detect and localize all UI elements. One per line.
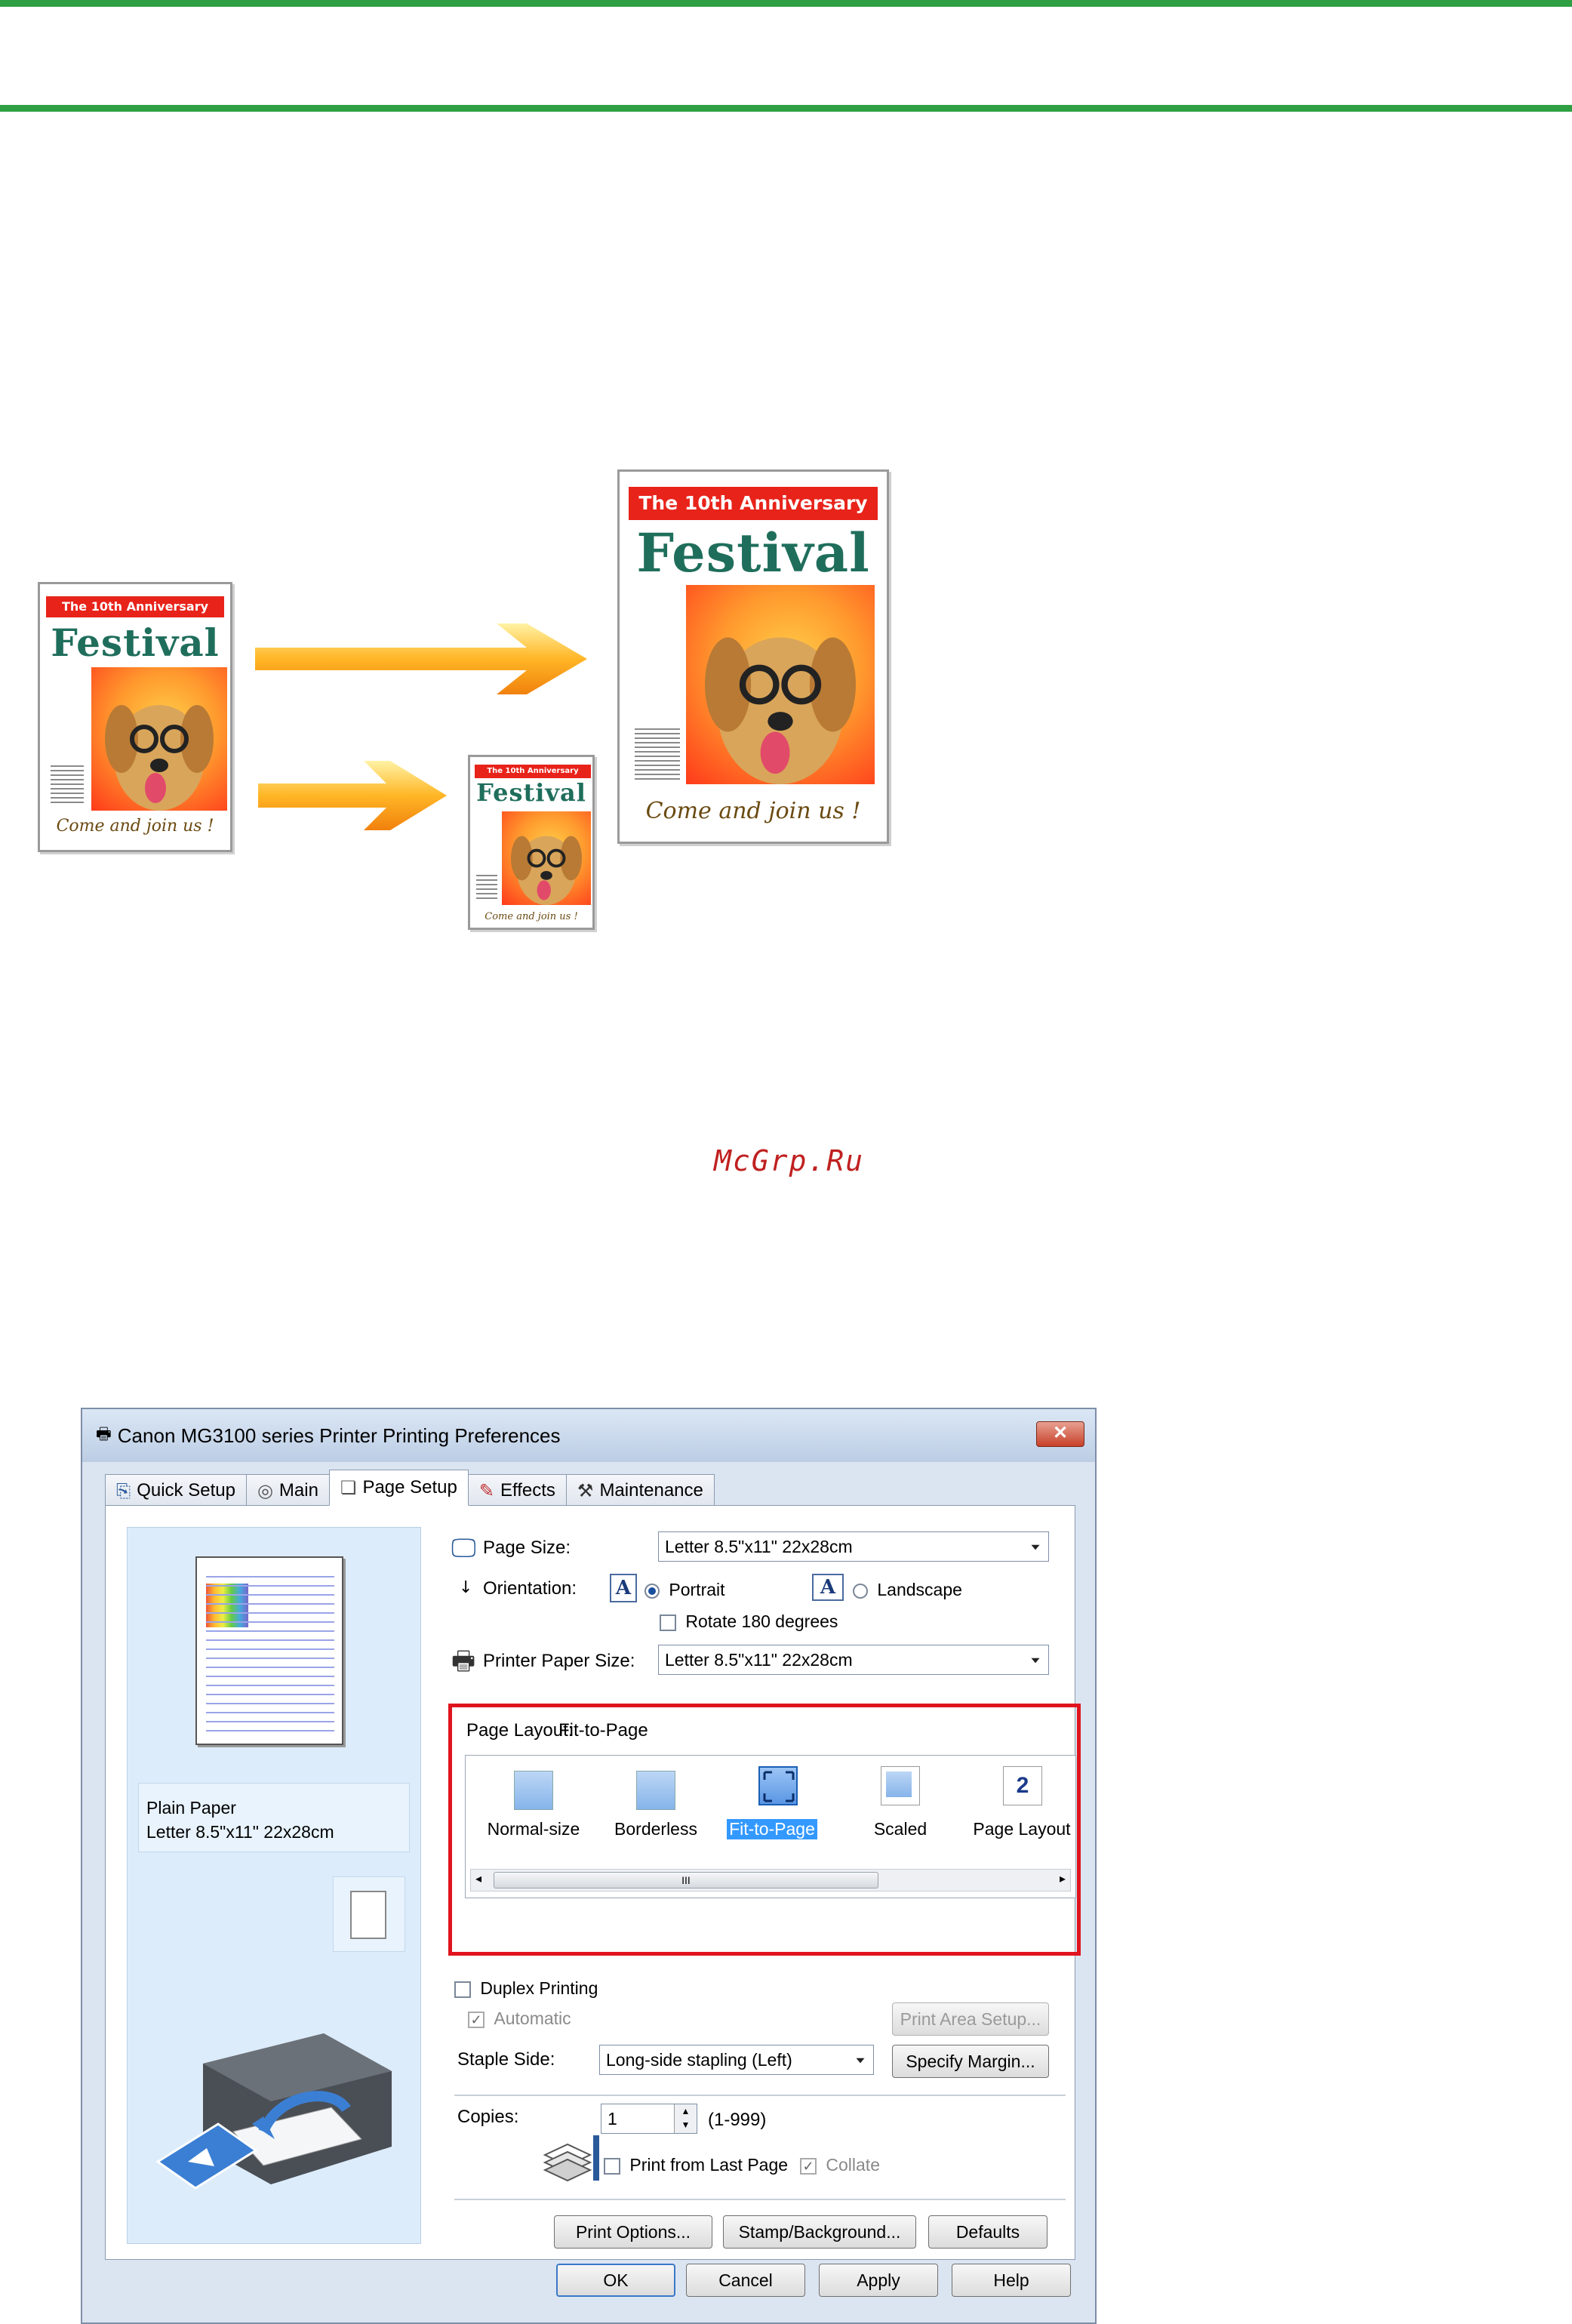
dog-photo (686, 585, 875, 784)
media-type: Plain Paper (146, 1798, 236, 1818)
layout-option-scaled[interactable]: Scaled (873, 1819, 928, 1839)
orientation-icon: ↓ (459, 1578, 473, 1597)
tab-label: Page Setup (362, 1477, 457, 1498)
poster-banner: The 10th Anniversary (475, 765, 591, 778)
text-lines (51, 765, 84, 803)
dialog-title: Canon MG3100 series Printer Printing Preferences (117, 1424, 561, 1447)
preview-lines (206, 1568, 334, 1731)
copies-stepper[interactable]: ▲ ▼ (674, 2104, 697, 2133)
poster-footer: Come and join us ! (645, 798, 861, 824)
cancel-button[interactable]: Cancel (686, 2264, 805, 2297)
landscape-label: Landscape (877, 1580, 962, 1599)
poster-banner: The 10th Anniversary (46, 596, 224, 617)
close-icon: ✕ (1052, 1423, 1069, 1443)
poster-title: Festival (476, 778, 586, 807)
arrow-reduce-icon (258, 755, 454, 838)
quick-setup-icon: ⎘ (116, 1479, 131, 1501)
tab-page-setup[interactable] (329, 1470, 469, 1506)
dog-icon (91, 667, 227, 811)
small-page-icon (350, 1891, 386, 1939)
effects-brush-icon: ✎ (478, 1479, 494, 1501)
printer-paper-size-value: Letter 8.5"x11" 22x28cm (665, 1649, 853, 1670)
page-layout-value: Fit-to-Page (558, 1720, 648, 1741)
copies-stack-icon (542, 2128, 602, 2188)
checkbox-indicator (454, 1981, 471, 1998)
tab-label: Quick Setup (137, 1479, 235, 1501)
scaled-icon[interactable] (881, 1766, 920, 1805)
page-size-icon: 🖵 (451, 1533, 476, 1563)
borderless-icon[interactable] (636, 1771, 675, 1810)
automatic-label: Automatic (494, 2008, 571, 2028)
poster-banner: The 10th Anniversary (629, 487, 878, 520)
printer-illustration-icon (150, 2018, 399, 2192)
poster-footer: Come and join us ! (485, 911, 578, 922)
tab-effects[interactable] (468, 1474, 567, 1506)
layout-scrollbar[interactable] (470, 1869, 1071, 1892)
automatic-checkbox[interactable] (468, 2008, 571, 2029)
page-layout-list (465, 1755, 1076, 1898)
copies-range: (1-999) (708, 2110, 767, 2130)
specify-margin-button[interactable]: Specify Margin... (892, 2045, 1049, 2078)
orientation-label: Orientation: (483, 1578, 577, 1599)
copies-label: Copies: (457, 2107, 519, 2127)
normal-size-icon[interactable] (514, 1771, 553, 1810)
ok-button[interactable]: OK (556, 2264, 675, 2297)
arrow-enlarge-icon (255, 617, 602, 700)
rotate-180-checkbox[interactable] (660, 1611, 838, 1632)
preview-pane (127, 1527, 421, 2244)
fit-arrows-icon (760, 1768, 798, 1805)
top-rule (0, 0, 1572, 7)
page-size-value: Letter 8.5"x11" 22x28cm (665, 1536, 853, 1556)
tab-bar (105, 1470, 714, 1506)
help-button[interactable]: Help (952, 2264, 1071, 2297)
maintenance-icon: ⚒ (577, 1479, 594, 1501)
scroll-thumb[interactable]: III (494, 1872, 878, 1888)
landscape-icon: A (812, 1574, 844, 1601)
page-layout-2up-icon[interactable]: 2 (1003, 1766, 1042, 1805)
paper-size-info: Letter 8.5"x11" 22x28cm (146, 1822, 334, 1842)
collate-checkbox[interactable] (800, 2155, 880, 2175)
duplex-printing-checkbox[interactable] (454, 1978, 598, 1999)
copies-value: 1 (608, 2108, 617, 2129)
printer-paper-icon: 🖶 (451, 1646, 476, 1676)
page-size-select[interactable] (658, 1531, 1049, 1562)
dog-photo (502, 811, 591, 905)
printer-paper-size-select[interactable] (658, 1645, 1049, 1675)
dog-photo (91, 667, 227, 811)
chevron-down-icon (1027, 1538, 1044, 1555)
staple-side-select[interactable] (599, 2045, 874, 2075)
radio-indicator (644, 1584, 660, 1599)
rotate-label: Rotate 180 degrees (685, 1611, 838, 1631)
scaled-page-shape (886, 1771, 912, 1797)
poster-title: Festival (51, 620, 220, 665)
media-info (138, 1783, 410, 1852)
close-button[interactable] (1036, 1421, 1084, 1447)
print-area-setup-button[interactable]: Print Area Setup... (892, 2002, 1049, 2036)
landscape-radio[interactable] (853, 1580, 962, 1600)
staple-side-value: Long-side stapling (Left) (606, 2049, 792, 2070)
dog-icon (502, 811, 591, 905)
duplex-label: Duplex Printing (480, 1978, 598, 1998)
large-poster (617, 469, 889, 844)
print-options-button[interactable]: Print Options... (554, 2215, 712, 2249)
layout-option-fit-to-page[interactable]: Fit-to-Page (727, 1819, 817, 1839)
portrait-icon: A (610, 1574, 637, 1602)
fit-to-page-icon[interactable] (758, 1766, 798, 1805)
header-rule (0, 105, 1572, 112)
orientation-preview (333, 1876, 405, 1952)
page-preview (195, 1556, 343, 1745)
checkbox-indicator: ✓ (468, 2012, 485, 2028)
tab-label: Effects (500, 1479, 555, 1501)
page-setup-icon: ❏ (340, 1477, 357, 1498)
checkbox-indicator (604, 2158, 620, 2175)
checkbox-indicator: ✓ (800, 2158, 817, 2175)
printing-preferences-dialog (81, 1408, 1097, 2324)
chevron-down-icon (852, 2052, 869, 2068)
text-lines (476, 875, 497, 900)
scroll-right-icon[interactable]: ▸ (1059, 1873, 1066, 1885)
defaults-button[interactable]: Defaults (928, 2215, 1047, 2249)
poster-title: Festival (636, 522, 870, 584)
page-size-label: Page Size: (483, 1538, 571, 1558)
printer-paper-size-label: Printer Paper Size: (483, 1651, 635, 1671)
main-icon: ◎ (257, 1479, 273, 1501)
watermark: McGrp.Ru (714, 1144, 865, 1177)
text-lines (635, 728, 680, 781)
copies-input[interactable] (601, 2104, 697, 2134)
tab-maintenance[interactable] (566, 1474, 715, 1506)
separator (454, 2199, 1066, 2200)
stamp-background-button[interactable]: Stamp/Background... (723, 2215, 916, 2249)
print-from-last-page-checkbox[interactable] (604, 2155, 788, 2175)
page-layout-label: Page Layout: (466, 1720, 574, 1741)
portrait-radio[interactable] (644, 1580, 725, 1600)
small-poster (38, 582, 232, 852)
tab-label: Main (278, 1479, 318, 1501)
layout-option-borderless[interactable]: Borderless (614, 1819, 697, 1839)
portrait-label: Portrait (669, 1580, 725, 1599)
poster-footer: Come and join us ! (56, 817, 214, 836)
layout-option-normal-size[interactable]: Normal-size (487, 1819, 580, 1839)
staple-side-label: Staple Side: (457, 2049, 555, 2070)
layout-option-page-layout[interactable]: Page Layout (973, 1819, 1071, 1839)
chevron-down-icon (1027, 1651, 1044, 1668)
separator (454, 2095, 1066, 2096)
collate-label: Collate (826, 2155, 880, 2175)
printer-icon: 🖶 (96, 1425, 112, 1444)
tab-main[interactable] (246, 1474, 330, 1506)
radio-indicator (853, 1584, 868, 1599)
apply-button[interactable]: Apply (819, 2264, 938, 2297)
checkbox-indicator (660, 1614, 676, 1631)
reduced-poster (468, 755, 595, 930)
dog-icon (686, 585, 875, 784)
scroll-left-icon[interactable]: ◂ (475, 1873, 482, 1885)
tab-quick-setup[interactable] (105, 1474, 247, 1506)
print-last-label: Print from Last Page (629, 2155, 789, 2175)
tab-label: Maintenance (599, 1479, 703, 1501)
page-setup-panel (105, 1505, 1075, 2260)
dialog-titlebar (82, 1409, 1095, 1462)
